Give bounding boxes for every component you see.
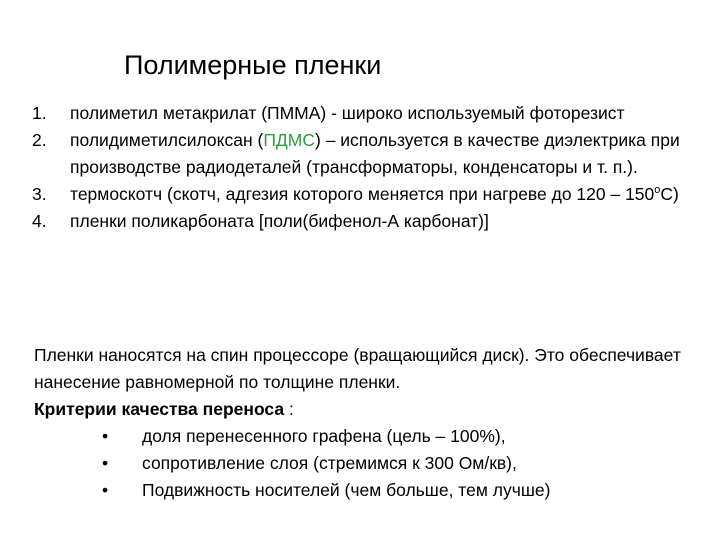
criteria-heading — [34, 396, 294, 423]
list-number: 3. — [32, 184, 47, 204]
criteria-suffix: : — [284, 399, 294, 419]
body-paragraph: Пленки наносятся на спин процессоре (вращающийся диск). Это обеспечивает нанесение равномерной по толщине пленки. — [34, 345, 681, 392]
list-item-text: полидиметилсилоксан ( — [70, 130, 264, 150]
highlighted-abbreviation: ПДМС — [263, 130, 315, 150]
list-number: 2. — [32, 130, 47, 150]
bullet-icon: • — [102, 426, 109, 446]
bullet-icon: • — [102, 480, 109, 500]
list-item — [32, 127, 702, 181]
bullet-item — [102, 477, 702, 504]
list-item — [32, 181, 702, 208]
bullet-item — [102, 423, 702, 450]
list-item-text-continued: ) – используется в качестве диэлектрика при производстве радиодеталей (трансформаторы, конденсаторы и т. п.). — [70, 130, 680, 177]
bullet-text: сопротивление слоя (стремимся к 300 Ом/кв), — [142, 453, 517, 473]
slide-title: Полимерные пленки — [124, 50, 382, 80]
bullet-icon: • — [102, 453, 109, 473]
list-item-text: термоскотч (скотч, адгезия которого меняется при нагреве до 120 – 150 — [70, 184, 655, 204]
list-item-text: пленки поликарбоната [поли(бифенол-А карбонат)] — [70, 211, 489, 231]
criteria-list — [102, 423, 702, 504]
list-item — [32, 100, 702, 127]
bullet-text: доля перенесенного графена (цель – 100%), — [142, 426, 506, 446]
degree-superscript: о — [654, 184, 661, 197]
criteria-label: Критерии качества переноса — [34, 399, 285, 419]
list-item — [32, 208, 702, 235]
bullet-text: Подвижность носителей (чем больше, тем лучше) — [142, 480, 551, 500]
numbered-list — [32, 100, 702, 235]
list-number: 4. — [32, 211, 47, 231]
bullet-item — [102, 450, 702, 477]
list-item-text: полиметил метакрилат (ПММА) - широко используемый фоторезист — [70, 103, 625, 123]
list-number: 1. — [32, 103, 47, 123]
list-item-text-continued: С) — [660, 184, 679, 204]
